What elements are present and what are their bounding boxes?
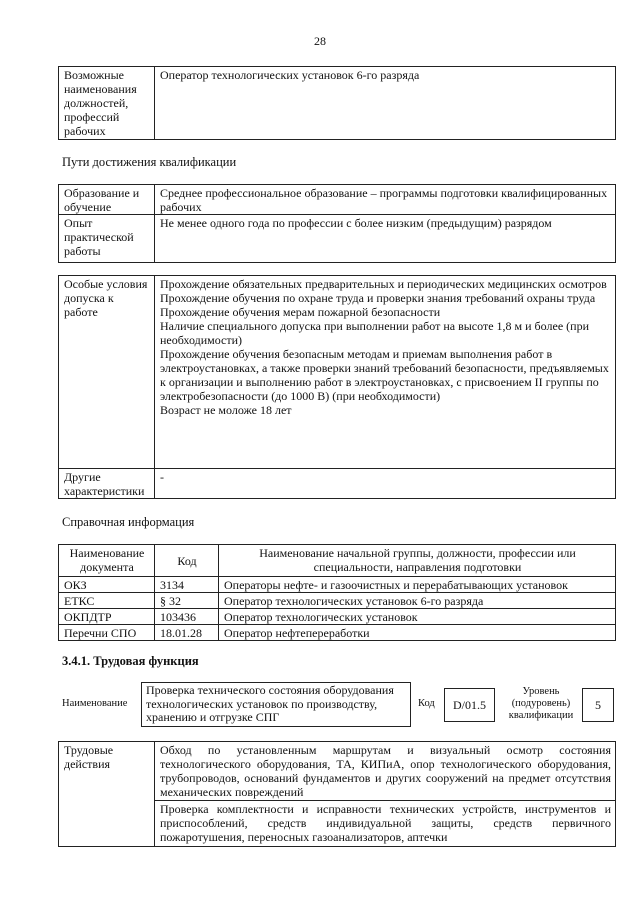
labor-function-name-value: Проверка технического состояния оборудования технологических установок по производству, хранению и отгрузке СПГ bbox=[141, 682, 411, 727]
reference-cell: ЕТКС bbox=[59, 593, 155, 609]
reference-table bbox=[58, 544, 616, 641]
reference-col-name: Наименование начальной группы, должности, профессии или специальности, направления подготовки bbox=[219, 545, 616, 577]
admission-item: Прохождение обязательных предварительных и периодических медицинских осмотров bbox=[160, 277, 607, 291]
table-row bbox=[59, 625, 616, 641]
admission-item: Возраст не моложе 18 лет bbox=[160, 403, 292, 417]
labor-function-code-label: Код bbox=[418, 698, 435, 709]
labor-function-code-value: D/01.5 bbox=[444, 688, 495, 722]
reference-cell: 18.01.28 bbox=[155, 625, 219, 641]
table-row bbox=[59, 593, 616, 609]
reference-cell: Оператор нефтепереработки bbox=[219, 625, 616, 641]
labor-function-level-label: Уровень (подуровень) квалификации bbox=[508, 686, 574, 721]
table-row bbox=[59, 577, 616, 593]
other-characteristics-label: Другие характеристики bbox=[59, 469, 155, 499]
reference-col-document: Наименование документа bbox=[59, 545, 155, 577]
admission-items bbox=[155, 276, 616, 469]
reference-heading: Справочная информация bbox=[62, 515, 195, 529]
possible-names-value: Оператор технологических установок 6-го разряда bbox=[155, 67, 616, 140]
possible-names-label: Возможные наименования должностей, профессий рабочих bbox=[59, 67, 155, 140]
reference-cell: Оператор технологических установок 6-го разряда bbox=[219, 593, 616, 609]
education-label: Образование и обучение bbox=[59, 185, 155, 215]
table-row bbox=[59, 609, 616, 625]
labor-action-item: Обход по установленным маршрутам и визуальный осмотр состояния технологического оборудования, ТА, КИПиА, опор технологического оборудования, трубопроводов, оснований фундаментов и других сооружений на предмет отсутствия механических повреждений bbox=[155, 742, 616, 801]
reference-cell: Операторы нефте- и газоочистных и перерабатывающих установок bbox=[219, 577, 616, 593]
reference-cell: ОКЗ bbox=[59, 577, 155, 593]
admission-item: Прохождение обучения мерам пожарной безопасности bbox=[160, 305, 441, 319]
labor-function-level-value: 5 bbox=[582, 688, 614, 722]
admission-item: Наличие специального допуска при выполнении работ на высоте 1,8 м и более (при необходимости) bbox=[160, 319, 589, 347]
reference-cell: 3134 bbox=[155, 577, 219, 593]
admission-item: Прохождение обучения безопасным методам и приемам выполнения работ в электроустановках, а также проверки знаний требований безопасности, предъявляемых к организации и выполнению работ в электроустановках, с присвоением II группы по электробезопасности (до 1000 В) (при необходимости) bbox=[160, 347, 609, 403]
labor-actions-label: Трудовые действия bbox=[59, 742, 155, 847]
education-value: Среднее профессиональное образование – программы подготовки квалифицированных рабочих bbox=[155, 185, 616, 215]
labor-function-name-label: Наименование bbox=[62, 698, 128, 709]
admission-label: Особые условия допуска к работе bbox=[59, 276, 155, 469]
reference-col-code: Код bbox=[155, 545, 219, 577]
reference-cell: Оператор технологических установок bbox=[219, 609, 616, 625]
reference-cell: § 32 bbox=[155, 593, 219, 609]
reference-cell: Перечни СПО bbox=[59, 625, 155, 641]
other-characteristics-value: - bbox=[155, 469, 616, 499]
page-number: 28 bbox=[314, 34, 326, 48]
qualification-paths-table bbox=[58, 184, 616, 263]
experience-value: Не менее одного года по профессии с более низким (предыдущим) разрядом bbox=[155, 215, 616, 263]
admission-item: Прохождение обучения по охране труда и проверки знания требований охраны труда bbox=[160, 291, 596, 305]
qualification-paths-heading: Пути достижения квалификации bbox=[62, 155, 237, 169]
experience-label: Опыт практической работы bbox=[59, 215, 155, 263]
possible-names-table bbox=[58, 66, 616, 140]
reference-cell: ОКПДТР bbox=[59, 609, 155, 625]
labor-action-item: Проверка комплектности и исправности технических устройств, инструментов и приспособлений, средств индивидуальной защиты, средств первичного пожаротушения, переносных газоанализаторов, аптечки bbox=[155, 801, 616, 847]
labor-actions-table bbox=[58, 741, 616, 847]
labor-function-heading: 3.4.1. Трудовая функция bbox=[62, 654, 199, 668]
reference-cell: 103436 bbox=[155, 609, 219, 625]
admission-table bbox=[58, 275, 616, 499]
